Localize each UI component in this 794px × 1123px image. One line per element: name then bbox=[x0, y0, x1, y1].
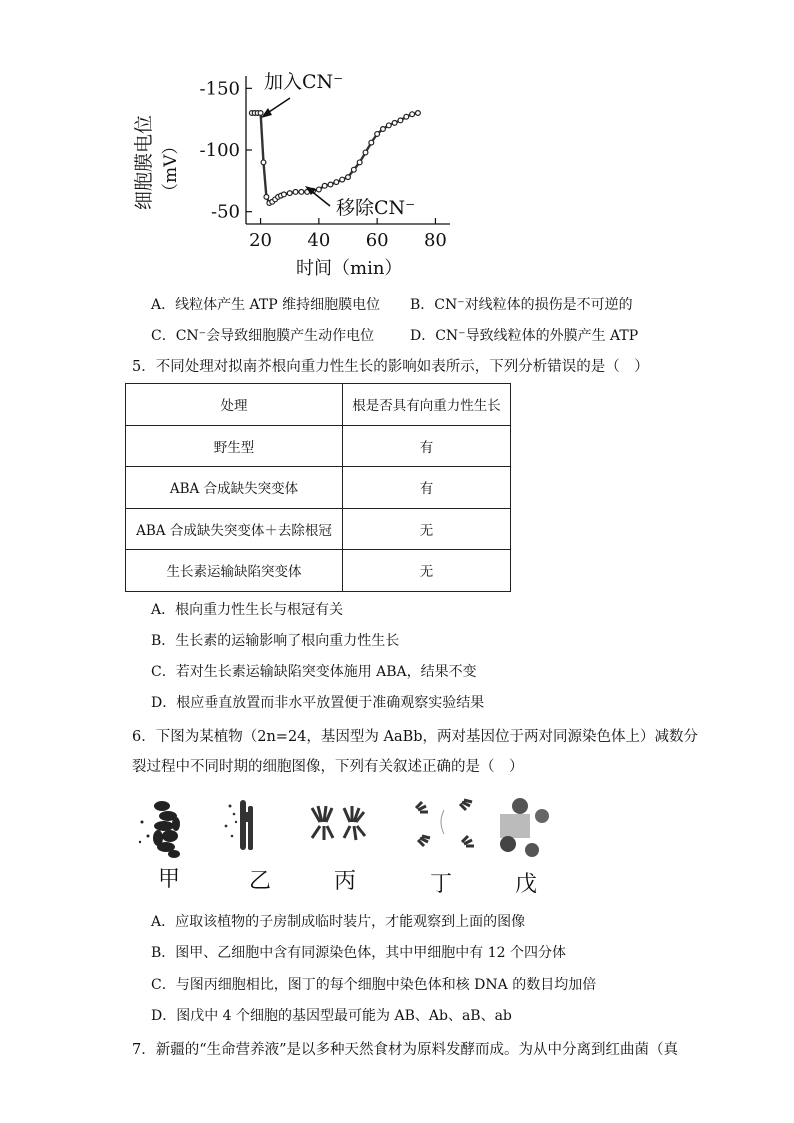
x-tick-label: 60 bbox=[365, 230, 389, 251]
label-jia: 甲 bbox=[158, 867, 181, 892]
data-point bbox=[328, 182, 333, 187]
data-point bbox=[392, 120, 397, 125]
y-tick-label: -50 bbox=[211, 201, 240, 223]
chart-ylabel-unit: （mV） bbox=[161, 137, 181, 200]
data-point bbox=[357, 160, 362, 165]
data-point bbox=[369, 140, 374, 145]
label-yi: 乙 bbox=[249, 869, 272, 894]
data-point bbox=[293, 190, 298, 195]
y-tick-label: -150 bbox=[199, 78, 240, 100]
cell-image-wu bbox=[500, 798, 549, 857]
table-cell: 生长素运输缺陷突变体 bbox=[126, 550, 343, 592]
x-tick-label: 80 bbox=[423, 230, 447, 251]
table-row bbox=[126, 467, 511, 509]
table-header-cell: 根是否具有向重力性生长 bbox=[343, 384, 511, 426]
q4-option-b: B．CN⁻对线粒体的损伤是不可逆的 bbox=[410, 297, 633, 313]
chart-ylabel: 细胞膜电位 bbox=[133, 114, 155, 210]
q4-option-a: A．线粒体产生 ATP 维持细胞膜电位 bbox=[151, 297, 381, 313]
data-point bbox=[416, 111, 421, 116]
data-point bbox=[340, 177, 345, 182]
q5-option-b: B．生长素的运输影响了根向重力性生长 bbox=[151, 633, 400, 649]
table-cell: 无 bbox=[343, 550, 511, 592]
q6-stem-line2: 裂过程中不同时期的细胞图像，下列有关叙述正确的是（ ） bbox=[132, 759, 524, 775]
q4-option-d: D．CN⁻导致线粒体的外膜产生 ATP bbox=[410, 328, 639, 344]
data-point bbox=[322, 183, 327, 188]
table-row bbox=[126, 550, 511, 592]
cell-image-yi bbox=[225, 800, 253, 850]
data-point bbox=[363, 150, 368, 155]
label-wu: 戊 bbox=[515, 872, 538, 897]
chart-xlabel: 时间（min） bbox=[296, 258, 403, 279]
data-point bbox=[264, 194, 269, 199]
q6-stem-line1: 6．下图为某植物（2n=24，基因型为 AaBb，两对基因位于两对同源染色体上）减数分 bbox=[132, 729, 699, 745]
table-header-row bbox=[126, 384, 511, 426]
x-tick-label: 20 bbox=[249, 230, 273, 251]
data-point bbox=[386, 123, 391, 128]
table-row bbox=[126, 425, 511, 467]
data-point bbox=[404, 114, 409, 119]
data-point bbox=[346, 175, 351, 180]
q6-option-a: A．应取该植物的子房制成临时装片，才能观察到上面的图像 bbox=[151, 914, 526, 930]
data-point bbox=[258, 111, 263, 116]
table-cell: 无 bbox=[343, 508, 511, 550]
data-point bbox=[351, 167, 356, 172]
data-point bbox=[261, 160, 266, 165]
x-tick-label: 40 bbox=[307, 230, 331, 251]
data-point bbox=[281, 192, 286, 197]
data-point bbox=[299, 190, 304, 195]
data-point bbox=[410, 112, 415, 117]
annotation-remove-cn: 移除CN⁻ bbox=[336, 197, 416, 219]
label-ding: 丁 bbox=[430, 872, 453, 897]
cell-image-bing bbox=[312, 806, 365, 840]
data-point bbox=[287, 191, 292, 196]
data-point bbox=[381, 127, 386, 132]
membrane-potential-chart bbox=[130, 62, 470, 284]
q7-stem: 7．新疆的“生命营养液”是以多种天然食材为原料发酵而成。为从中分离到红曲菌（真 bbox=[132, 1042, 679, 1058]
chart-series-line bbox=[252, 113, 418, 203]
table-cell: ABA 合成缺失突变体 bbox=[126, 467, 343, 509]
annotation-add-cn: 加入CN⁻ bbox=[264, 71, 344, 93]
data-point bbox=[316, 187, 321, 192]
q5-table bbox=[125, 383, 511, 592]
q6-option-b: B．图甲、乙细胞中含有同源染色体，其中甲细胞中有 12 个四分体 bbox=[151, 945, 567, 961]
q6-option-c: C．与图丙细胞相比，图丁的每个细胞中染色体和核 DNA 的数目均加倍 bbox=[151, 977, 597, 993]
q4-option-c: C．CN⁻会导致细胞膜产生动作电位 bbox=[151, 328, 375, 344]
data-point bbox=[398, 118, 403, 123]
label-bing: 丙 bbox=[334, 869, 357, 894]
q5-option-c: C．若对生长素运输缺陷突变体施用 ABA，结果不变 bbox=[151, 664, 477, 680]
q5-option-a: A．根向重力性生长与根冠有关 bbox=[151, 602, 344, 618]
table-row bbox=[126, 508, 511, 550]
table-cell: ABA 合成缺失突变体＋去除根冠 bbox=[126, 508, 343, 550]
q5-option-d: D．根应垂直放置而非水平放置便于准确观察实验结果 bbox=[151, 695, 485, 711]
q5-stem: 5．不同处理对拟南芥根向重力性生长的影响如表所示，下列分析错误的是（ ） bbox=[132, 359, 649, 375]
table-cell: 有 bbox=[343, 425, 511, 467]
table-cell: 野生型 bbox=[126, 425, 343, 467]
meiosis-cell-images bbox=[128, 792, 568, 864]
table-cell: 有 bbox=[343, 467, 511, 509]
data-point bbox=[375, 132, 380, 137]
q6-option-d: D．图戊中 4 个细胞的基因型最可能为 AB、Ab、aB、ab bbox=[151, 1008, 512, 1024]
y-tick-label: -100 bbox=[199, 140, 240, 161]
table-header-cell: 处理 bbox=[126, 384, 343, 426]
cell-image-ding bbox=[416, 800, 474, 846]
data-point bbox=[334, 180, 339, 185]
cell-image-jia bbox=[139, 801, 180, 858]
